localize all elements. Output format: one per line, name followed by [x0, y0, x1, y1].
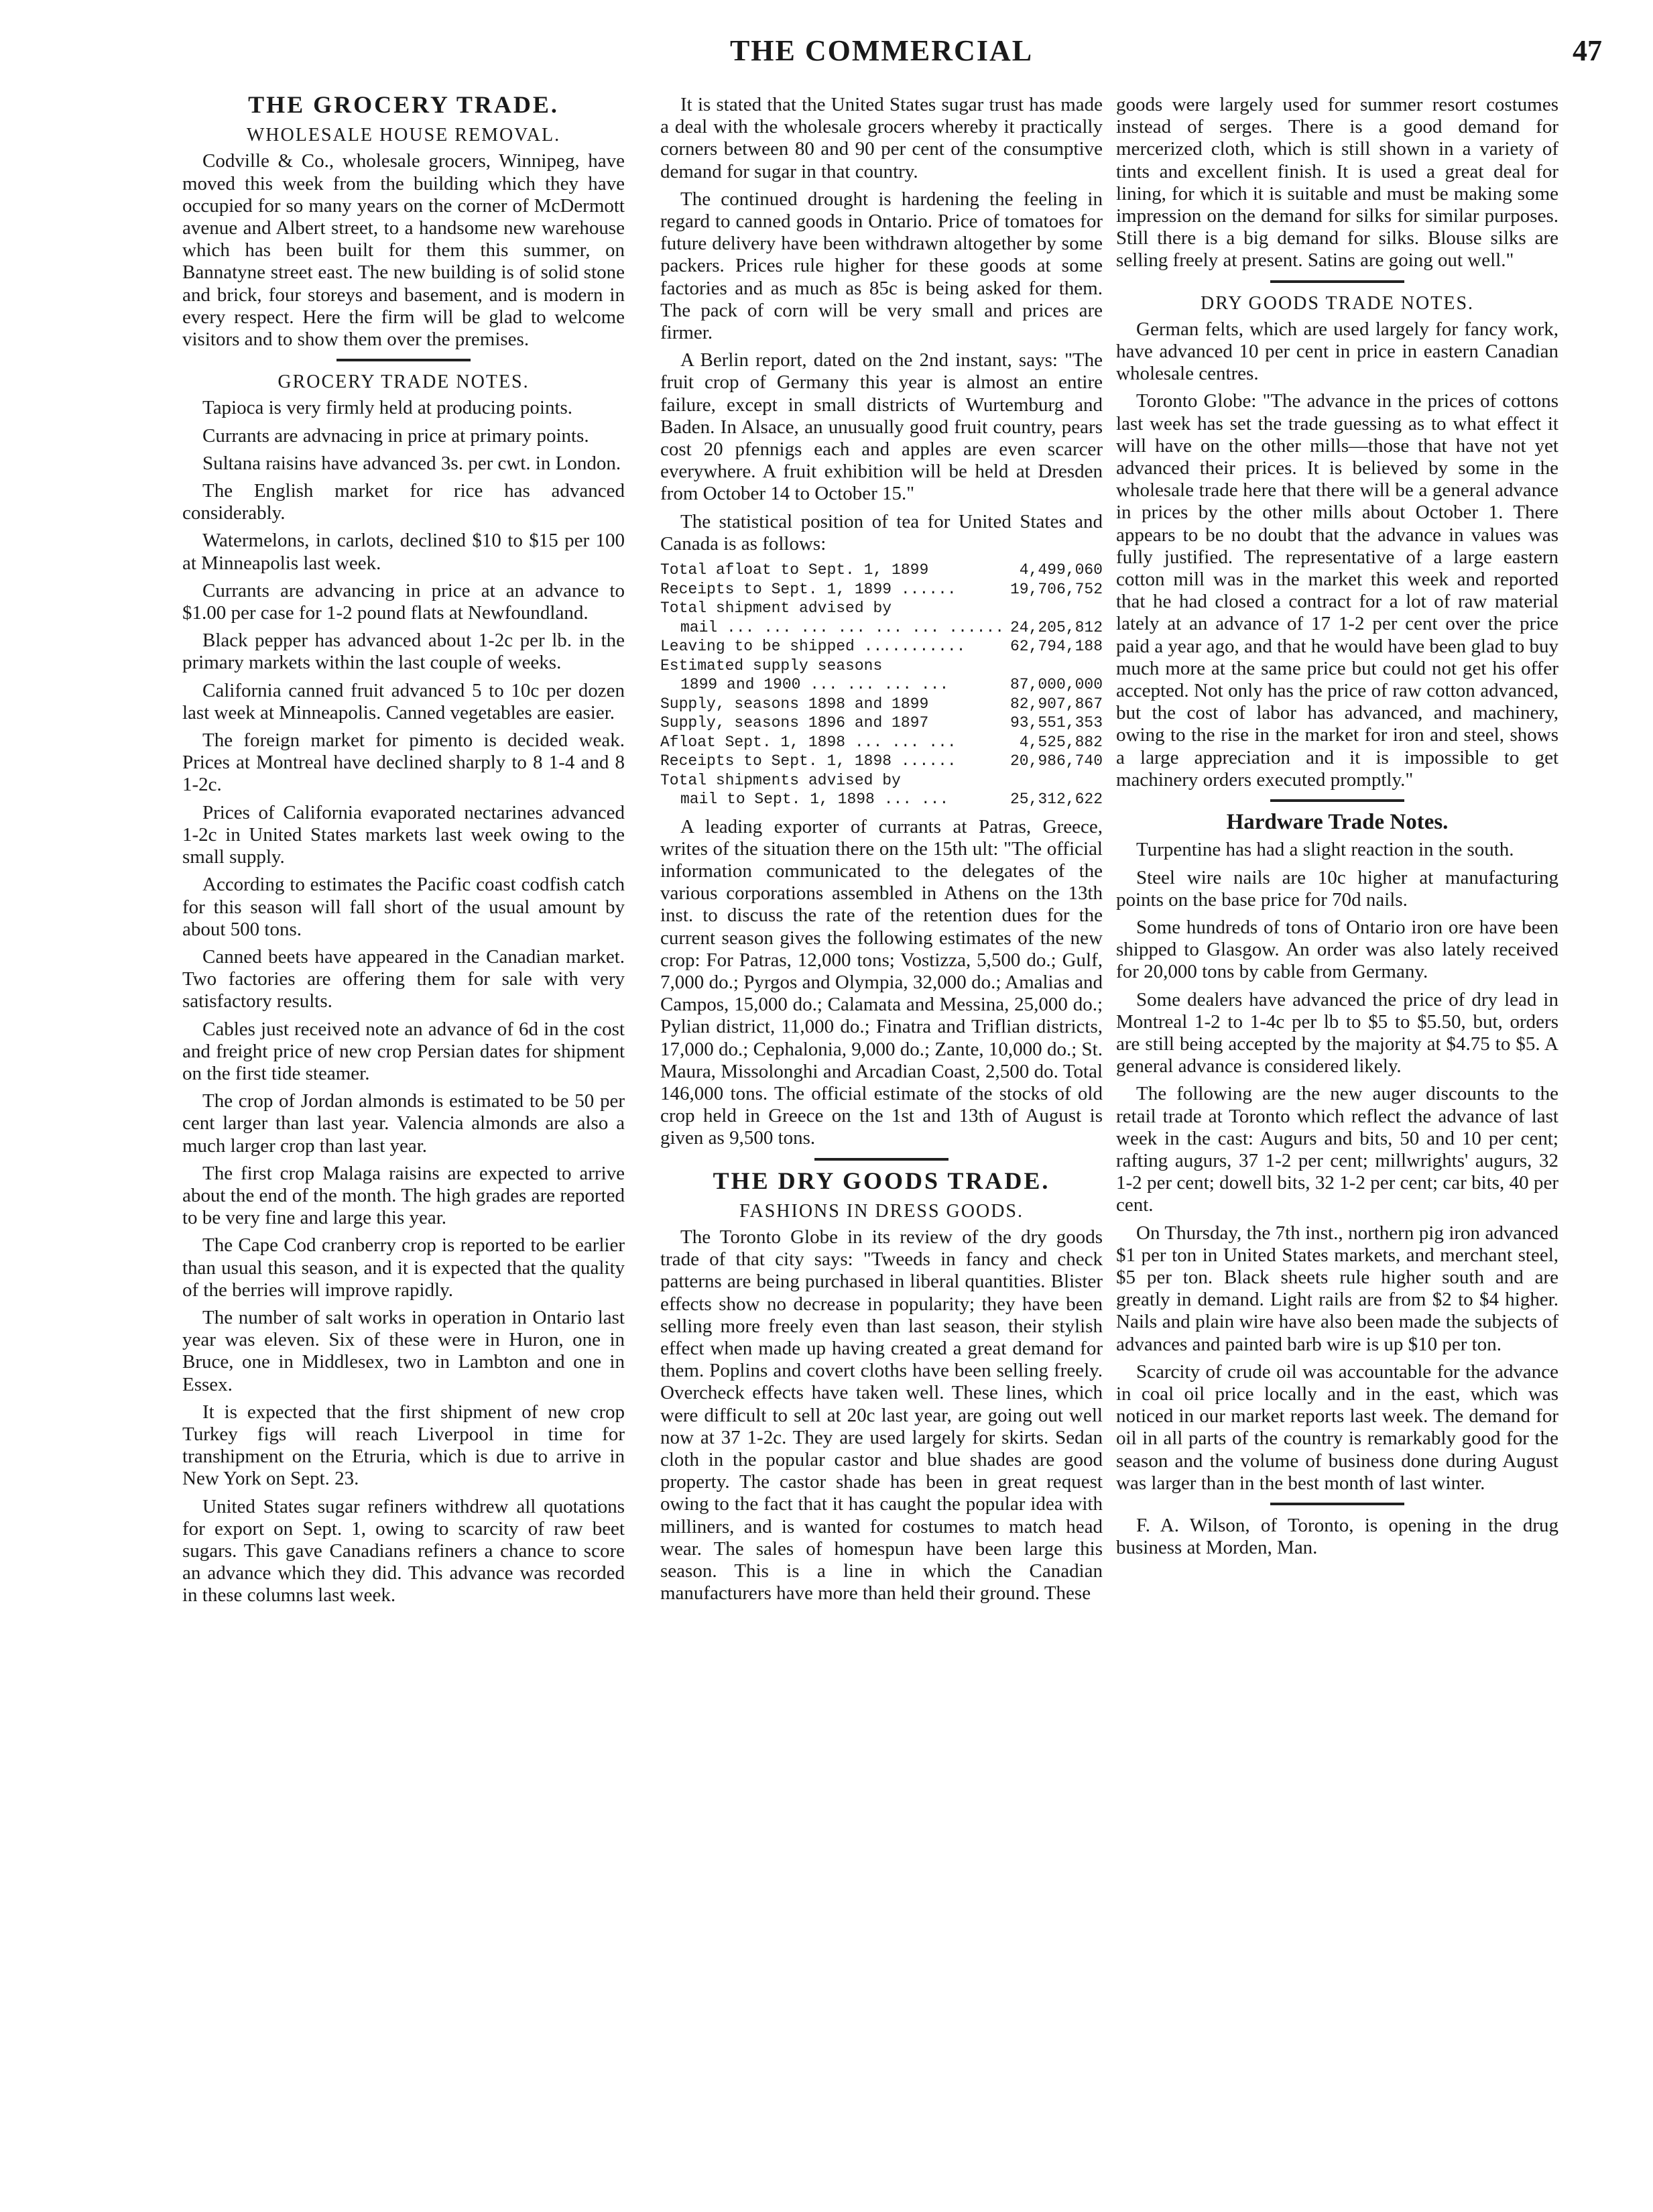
hardware-note: On Thursday, the 7th inst., northern pig iron advanced $1 per ton in United States markets, and merchant steel, $5 per ton. Black sheets rule higher south and are greatly in demand. Light rails are from $2 to $4 higher. Nails and plain wire have also been made the subjects of advances and painted barb wire is up $10 per ton. [1116, 1222, 1558, 1355]
grocery-note: Tapioca is very firmly held at producing points. [202, 397, 573, 419]
publication-title: THE COMMERCIAL [729, 34, 1034, 67]
grocery-note: Currants are advnacing in price at primary points. [202, 424, 589, 447]
grocery-note: Currants are advancing in price at an advance to $1.00 per case for 1-2 pound flats at Newfoundland. [182, 579, 625, 624]
hardware-note: The following are the new auger discounts to the retail trade at Toronto which reflect the advance of last week in the cast: Augurs and bits, 50 and 10 per cent; rafting augurs, 37 1-2 per cent; millwrights' augurs, 32 1-2 per cent; dowell bits, 32 1-2 per cent; car bits, 40 per cent. [1116, 1083, 1558, 1216]
page-header [161, 34, 1602, 74]
dry-note: German felts, which are used largely for fancy work, have advanced 10 per cent in price in eastern Canadian wholesale centres. [1116, 318, 1558, 385]
stat-value: 87,000,000 [1009, 676, 1103, 694]
sugar-trust-paragraph: It is stated that the United States sugar trust has made a deal with the wholesale grocers whereby it practically corners between 80 and 90 per cent of the consumptive demand for sugar in that country. [660, 94, 1103, 182]
column-2 [660, 94, 1103, 1610]
stat-row [660, 599, 1103, 618]
removal-paragraph: Codville & Co., wholesale grocers, Winnipeg, have moved this week from the building which they have occupied for so many years on the corner of McDermott avenue and Albert street, to a handsome new warehouse which has been built for them this summer, on Bannatyne street east. The new building is of solid stone and brick, four storeys and basement, and is modern in every respect. Here the firm will be glad to welcome visitors and to show them over the premises. [182, 150, 625, 351]
stat-value: 82,907,867 [1009, 695, 1103, 713]
stat-label: Estimated supply seasons [660, 656, 883, 675]
dry-notes-heading: DRY GOODS TRADE NOTES. [1200, 292, 1475, 314]
stat-label: Receipts to Sept. 1, 1898 ...... [660, 752, 957, 770]
fashions-continuation: goods were largely used for summer resort costumes instead of serges. There is a good demand for mercerized cloth, which is still shown in a variety of tints and excellent finish. It is used a great deal for lining, for which it is suitable and must be making some impression on the demand for silks for similar purposes. Still there is a big demand for silks. Blouse silks are selling freely at present. Satins are going out well." [1116, 94, 1558, 272]
grocery-note: It is expected that the first shipment of new crop Turkey figs will reach Liverpool in time for transhipment on the Etruria, which is due to arrive in New York on Sept. 23. [182, 1401, 625, 1490]
berlin-report-paragraph: A Berlin report, dated on the 2nd instant, says: "The fruit crop of Germany this year is almost an entire failure, except in small districts of Wurtemburg and Baden. In Alsace, an unusually good fruit country, pears cost 20 pfennigs each and apples are even scarcer everywhere. A fruit exhibition will be held at Dresden from October 14 to October 15." [660, 349, 1103, 505]
grocery-note: The foreign market for pimento is decided weak. Prices at Montreal have declined sharply to 8 1-4 and 8 1-2c. [182, 730, 625, 796]
drought-paragraph: The continued drought is hardening the feeling in regard to canned goods in Ontario. Price of tomatoes for future delivery have been withdrawn altogether by some packers. Prices rule higher for these goods at some factories and as much as 85c is being asked for them. The pack of corn will be very small and prices are firmer. [660, 188, 1103, 344]
stat-row [660, 637, 1103, 656]
grocery-note: Watermelons, in carlots, declined $10 to $15 per 100 at Minneapolis last week. [182, 530, 625, 574]
stat-label: Receipts to Sept. 1, 1899 ...... [660, 580, 957, 598]
grocery-trade-heading: THE GROCERY TRADE. [248, 91, 559, 118]
stat-row [660, 695, 1103, 714]
stat-label: 1899 and 1900 ... ... ... ... [680, 676, 949, 694]
stat-label: Total shipment advised by [660, 599, 892, 618]
currants-report-paragraph: A leading exporter of currants at Patras, Greece, writes of the situation there on the 15th ult: "The official information communicated to the delegates of the various corporations assembled in Athens on the 13th inst. to discuss the rate of the retention dues for the current season gives the following estimates of the new crop: For Patras, 12,000 tons; Vostizza, 5,500 do.; Gulf, 7,000 do.; Pyrgos and Olympia, 32,000 do.; Amalias and Campos, 15,000 do.; Calamata and Messina, 25,000 do.; Pylian district, 11,000 do.; Finatra and Triflian districts, 17,000 do.; Cephalonia, 9,000 do.; Zante, 10,000 do.; St. Maura, Missolonghi and Arcadian Coast, 2,500 do. Total 146,000 tons. The official estimate of the stocks of old crop held in Greece on the 1st and 13th of August is given as 9,500 tons. [660, 815, 1103, 1149]
grocery-note: Canned beets have appeared in the Canadian market. Two factories are offering them for sale with very satisfactory results. [182, 945, 625, 1012]
stat-label: Afloat Sept. 1, 1898 ... ... ... [660, 733, 957, 751]
hardware-note: Turpentine has had a slight reaction in the south. [1136, 839, 1514, 861]
wilson-notice: F. A. Wilson, of Toronto, is opening in the drug business at Morden, Man. [1116, 1514, 1558, 1559]
section-divider [1270, 280, 1404, 283]
hardware-note: Some dealers have advanced the price of dry lead in Montreal 1-2 to 1-4c per lb to $5 to $5.50, but, orders are still being accepted by the majority at $4.75 to $5. A general advance is considered likely. [1116, 988, 1558, 1078]
stat-label: Total shipments advised by [660, 771, 901, 789]
stat-label: mail ... ... ... ... ... ... ...... [680, 618, 1005, 636]
fashions-subheading: FASHIONS IN DRESS GOODS. [739, 1200, 1024, 1222]
stat-label: Leaving to be shipped ........... [660, 638, 966, 656]
dry-note: Toronto Globe: "The advance in the prices of cottons last week has set the trade guessing as to what effect it will have on the other mills—those that have not yet advanced their prices. It is believed by some in the wholesale trade here that there will be a general advance in prices by the other mills about October 1. There appears to be no doubt that the advance in values was fully justified. The representative of a large eastern cotton mill was in the market this week and reported that he had closed a contract for a lot of raw material lately at an advance of 17 1-2 per cent over the price paid a year ago, and that he would have been glad to buy much more at the same price but could not get his offer accepted. Not only has the price of raw cotton advanced, but the cost of labor has advanced, and machinery, owing to the rise in the market for iron and steel, shows a large appreciation and it is impossible to get machinery orders executed promptly." [1116, 390, 1558, 791]
stat-value: 20,986,740 [1009, 752, 1103, 770]
grocery-note: According to estimates the Pacific coast codfish catch for this season will fall short of the usual amount by about 500 tons. [182, 874, 625, 940]
grocery-note: The English market for rice has advanced considerably. [182, 480, 625, 524]
stat-value: 4,525,882 [1019, 733, 1103, 751]
stat-label: Total afloat to Sept. 1, 1899 [660, 561, 929, 579]
section-divider [1270, 799, 1404, 802]
grocery-note: Prices of California evaporated nectarines advanced 1-2c in United States markets last week owing to the small supply. [182, 801, 625, 868]
tea-statistics-table [660, 561, 1103, 809]
stat-row [660, 752, 1103, 771]
stat-row [660, 713, 1103, 733]
stat-label: Supply, seasons 1898 and 1899 [660, 695, 929, 713]
stat-row [660, 733, 1103, 752]
fashions-paragraph: The Toronto Globe in its review of the dry goods trade of that city says: "Tweeds in fancy and check patterns are being purchased in liberal quantities. Blister effects show no decrease in popularity; they have been selling more freely even than last season, their stylish effect when made up having created a great demand for them. Poplins and covert cloths have been selling freely. Overcheck effects have taken well. These lines, which were difficult to sell at 20c last year, are going out well now at 37 1-2c. They are used largely for skirts. Sedan cloth in the popular castor and blue shades are good property. The castor shade has been in great request owing to the fact that it has caught the popular idea with milliners, and is wanted for costumes to match head wear. The sales of homespun have been large this season. This is a line in which the Canadian manufacturers have more than held their ground. These [660, 1226, 1103, 1605]
wholesale-removal-subheading: WHOLESALE HOUSE REMOVAL. [246, 125, 561, 146]
stat-value: 24,205,812 [1009, 618, 1103, 636]
tea-statistics-intro: The statistical position of tea for United States and Canada is as follows: [660, 510, 1103, 555]
grocery-note: Black pepper has advanced about 1-2c per lb. in the primary markets within the last couple of weeks. [182, 630, 625, 674]
grocery-note: California canned fruit advanced 5 to 10c per dozen last week at Minneapolis. Canned vegetables are easier. [182, 679, 625, 723]
stat-row [660, 618, 1103, 638]
section-divider [1270, 1503, 1404, 1505]
stat-value: 4,499,060 [1019, 561, 1103, 579]
grocery-note: Sultana raisins have advanced 3s. per cwt. in London. [202, 452, 621, 474]
stat-value: 25,312,622 [1009, 791, 1103, 809]
grocery-note: The number of salt works in operation in Ontario last year was eleven. Six of these were in Huron, one in Bruce, one in Middlesex, two in Lambton and one in Essex. [182, 1306, 625, 1395]
hardware-note: Steel wire nails are 10c higher at manufacturing points on the base price for 70d nails. [1116, 866, 1558, 911]
stat-value: 62,794,188 [1009, 638, 1103, 656]
stat-row [660, 561, 1103, 580]
dry-goods-heading: THE DRY GOODS TRADE. [713, 1167, 1050, 1194]
stat-label: mail to Sept. 1, 1898 ... ... [680, 791, 949, 809]
stat-value: 19,706,752 [1009, 580, 1103, 598]
grocery-note: The Cape Cod cranberry crop is reported to be earlier than usual this season, and it is expected that the quality of the berries will improve rapidly. [182, 1234, 625, 1301]
section-divider [336, 359, 471, 361]
stat-row [660, 656, 1103, 676]
column-1 [182, 91, 625, 1613]
hardware-heading: Hardware Trade Notes. [1226, 810, 1449, 835]
stat-row [660, 580, 1103, 599]
page-number: 47 [1573, 34, 1602, 67]
stat-row [660, 771, 1103, 791]
stat-row [660, 675, 1103, 695]
hardware-note: Some hundreds of tons of Ontario iron ore have been shipped to Glasgow. An order was also lately received for 20,000 tons by cable from Germany. [1116, 916, 1558, 983]
grocery-note: The first crop Malaga raisins are expected to arrive about the end of the month. The high grades are reported to be very fine and large this year. [182, 1162, 625, 1229]
section-divider [814, 1158, 948, 1161]
grocery-note: The crop of Jordan almonds is estimated to be 50 per cent larger than last year. Valencia almonds are also a much larger crop than last year. [182, 1090, 625, 1157]
grocery-note: United States sugar refiners withdrew all quotations for export on Sept. 1, owing to scarcity of raw beet sugars. This gave Canadians refiners a chance to score an advance which they did. This advance was recorded in these columns last week. [182, 1495, 625, 1607]
grocery-notes-heading: GROCERY TRADE NOTES. [278, 371, 530, 393]
stat-row [660, 790, 1103, 809]
stat-label: Supply, seasons 1896 and 1897 [660, 714, 929, 732]
hardware-note: Scarcity of crude oil was accountable for the advance in coal oil price locally and in the east, which was noticed in our market reports last week. The demand for oil in all parts of the country is remarkably good for the season and the volume of business done during August was larger than in the best month of last winter. [1116, 1360, 1558, 1494]
stat-value: 93,551,353 [1009, 714, 1103, 732]
column-3 [1116, 94, 1558, 1564]
grocery-note: Cables just received note an advance of 6d in the cost and freight price of new crop Persian dates for shipment on the first tide steamer. [182, 1018, 625, 1084]
